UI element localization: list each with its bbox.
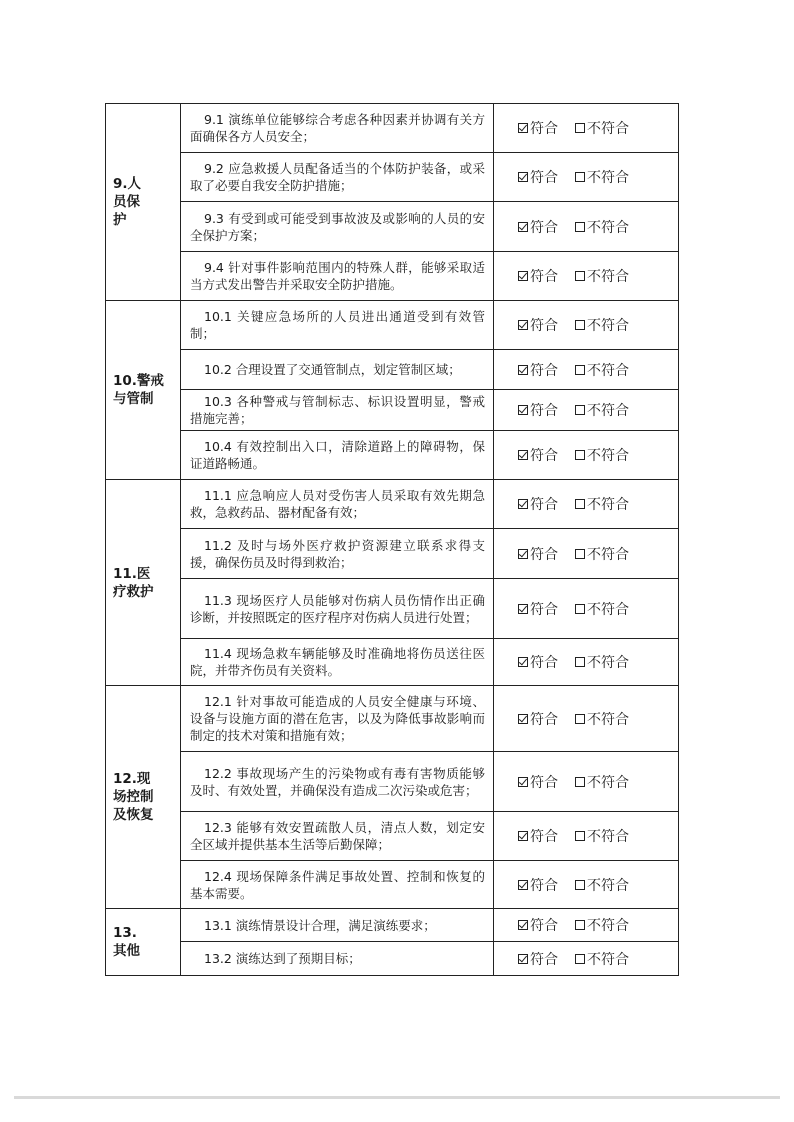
checked-checkbox-icon[interactable] (518, 604, 528, 614)
pass-option[interactable] (518, 826, 558, 846)
category-label: 13.其他 (113, 925, 140, 959)
fail-option[interactable] (575, 360, 629, 380)
empty-checkbox-icon[interactable] (575, 271, 585, 281)
checked-checkbox-icon[interactable] (518, 714, 528, 724)
fail-option[interactable] (575, 494, 629, 514)
empty-checkbox-icon[interactable] (575, 954, 585, 964)
result-cell (494, 752, 679, 812)
result-cell (494, 529, 679, 579)
fail-option[interactable] (575, 544, 629, 564)
fail-option[interactable] (575, 875, 629, 895)
fail-option[interactable] (575, 826, 629, 846)
fail-label: 不符合 (587, 362, 629, 379)
empty-checkbox-icon[interactable] (575, 172, 585, 182)
criterion-cell (181, 909, 494, 942)
criterion-cell (181, 301, 494, 350)
empty-checkbox-icon[interactable] (575, 365, 585, 375)
checklist-row (106, 202, 679, 252)
fail-label: 不符合 (587, 601, 629, 618)
pass-option[interactable] (518, 360, 558, 380)
checked-checkbox-icon[interactable] (518, 657, 528, 667)
fail-label: 不符合 (587, 497, 629, 513)
checklist-row (106, 686, 679, 752)
fail-option[interactable] (575, 915, 629, 935)
empty-checkbox-icon[interactable] (575, 714, 585, 724)
result-cell (494, 861, 679, 909)
criterion-cell (181, 686, 494, 752)
pass-label: 符合 (530, 951, 558, 968)
criterion-text: 10.2 合理设置了交通管制点，划定管制区域； (204, 362, 461, 377)
fail-option[interactable] (575, 217, 629, 237)
result-cell (494, 431, 679, 480)
checklist-row (106, 301, 679, 350)
category-label: 12.现场控制及恢复 (113, 771, 154, 823)
criterion-cell (181, 942, 494, 976)
pass-label: 符合 (530, 269, 558, 285)
fail-option[interactable] (575, 167, 629, 187)
criterion-text: 9.3 有受到或可能受到事故波及或影响的人员的安全保护方案； (190, 210, 485, 243)
pass-option[interactable] (518, 494, 558, 514)
pass-label: 符合 (530, 497, 558, 513)
scan-edge-line (14, 1096, 780, 1099)
criterion-cell (181, 431, 494, 480)
pass-label: 符合 (530, 601, 558, 618)
checklist-row (106, 861, 679, 909)
fail-option[interactable] (575, 652, 629, 672)
result-cell (494, 301, 679, 350)
fail-label: 不符合 (587, 918, 629, 934)
criterion-text: 10.1 关键应急场所的人员进出通道受到有效管制； (190, 309, 485, 341)
pass-option[interactable] (518, 167, 558, 187)
fail-label: 不符合 (587, 546, 629, 563)
criterion-cell (181, 812, 494, 861)
checklist-row (106, 639, 679, 686)
result-cell (494, 390, 679, 431)
criterion-text: 11.4 现场急救车辆能够及时准确地将伤员送往医院，并带齐伤员有关资料。 (190, 646, 485, 678)
checked-checkbox-icon[interactable] (518, 920, 528, 930)
pass-option[interactable] (518, 217, 558, 237)
empty-checkbox-icon[interactable] (575, 222, 585, 232)
pass-option[interactable] (518, 652, 558, 672)
fail-option[interactable] (575, 599, 629, 619)
criterion-text: 13.1 演练情景设计合理，满足演练要求； (204, 917, 436, 933)
fail-label: 不符合 (587, 877, 629, 894)
pass-label: 符合 (530, 170, 558, 186)
pass-option[interactable] (518, 118, 558, 138)
criterion-cell (181, 529, 494, 579)
criterion-text: 12.3 能够有效安置疏散人员，清点人数，划定安全区域并提供基本生活等后勤保障； (190, 820, 485, 852)
empty-checkbox-icon[interactable] (575, 604, 585, 614)
pass-label: 符合 (530, 448, 558, 464)
checked-checkbox-icon[interactable] (518, 549, 528, 559)
fail-option[interactable] (575, 949, 629, 969)
checklist-row (106, 390, 679, 431)
criterion-cell (181, 639, 494, 686)
criterion-text: 11.2 及时与场外医疗救护资源建立联系求得支援，确保伤员及时得到救治； (190, 537, 485, 570)
fail-option[interactable] (575, 118, 629, 138)
result-cell (494, 812, 679, 861)
fail-label: 不符合 (587, 951, 629, 968)
category-label: 11.医疗救护 (113, 565, 154, 600)
criterion-text: 11.3 现场医疗人员能够对伤病人员伤情作出正确诊断，并按照既定的医疗程序对伤病人员进行处置； (190, 592, 485, 625)
fail-label: 不符合 (587, 711, 629, 728)
fail-label: 不符合 (587, 448, 629, 464)
fail-option[interactable] (575, 772, 629, 792)
pass-label: 符合 (530, 403, 558, 419)
pass-option[interactable] (518, 875, 558, 895)
checked-checkbox-icon[interactable] (518, 954, 528, 964)
fail-option[interactable] (575, 400, 629, 420)
fail-label: 不符合 (587, 318, 629, 334)
category-cell (106, 686, 181, 909)
checklist-row (106, 104, 679, 153)
pass-label: 符合 (530, 318, 558, 334)
empty-checkbox-icon[interactable] (575, 450, 585, 460)
pass-label: 符合 (530, 121, 558, 137)
category-cell (106, 480, 181, 686)
checked-checkbox-icon[interactable] (518, 831, 528, 841)
pass-label: 符合 (530, 546, 558, 563)
fail-label: 不符合 (587, 121, 629, 137)
empty-checkbox-icon[interactable] (575, 777, 585, 787)
checked-checkbox-icon[interactable] (518, 880, 528, 890)
pass-option[interactable] (518, 445, 558, 465)
fail-label: 不符合 (587, 269, 629, 285)
empty-checkbox-icon[interactable] (575, 831, 585, 841)
checklist-row (106, 752, 679, 812)
criterion-cell (181, 579, 494, 639)
empty-checkbox-icon[interactable] (575, 320, 585, 330)
pass-label: 符合 (530, 829, 558, 845)
pass-label: 符合 (530, 877, 558, 894)
result-cell (494, 942, 679, 976)
pass-option[interactable] (518, 266, 558, 286)
pass-label: 符合 (530, 655, 558, 671)
fail-label: 不符合 (587, 655, 629, 671)
result-cell (494, 350, 679, 390)
criterion-text: 9.1 演练单位能够综合考虑各种因素并协调有关方面确保各方人员安全； (190, 112, 485, 144)
empty-checkbox-icon[interactable] (575, 405, 585, 415)
result-cell (494, 579, 679, 639)
criterion-cell (181, 480, 494, 529)
criterion-cell (181, 202, 494, 252)
result-cell (494, 909, 679, 942)
checklist-row (106, 480, 679, 529)
criterion-cell (181, 752, 494, 812)
empty-checkbox-icon[interactable] (575, 499, 585, 509)
category-cell (106, 104, 181, 301)
criterion-cell (181, 104, 494, 153)
criterion-text: 10.4 有效控制出入口，清除道路上的障碍物，保证道路畅通。 (190, 439, 485, 471)
fail-option[interactable] (575, 266, 629, 286)
empty-checkbox-icon[interactable] (575, 880, 585, 890)
category-cell (106, 301, 181, 480)
fail-label: 不符合 (587, 774, 629, 791)
checked-checkbox-icon[interactable] (518, 450, 528, 460)
pass-option[interactable] (518, 709, 558, 729)
checked-checkbox-icon[interactable] (518, 777, 528, 787)
evaluation-checklist-table (105, 103, 679, 976)
criterion-text: 12.4 现场保障条件满足事故处置、控制和恢复的基本需要。 (190, 868, 485, 901)
checklist-body (106, 104, 679, 976)
pass-label: 符合 (530, 774, 558, 791)
category-label: 10.警戒与管制 (113, 373, 164, 407)
checked-checkbox-icon[interactable] (518, 271, 528, 281)
pass-option[interactable] (518, 544, 558, 564)
checklist-row (106, 909, 679, 942)
checked-checkbox-icon[interactable] (518, 172, 528, 182)
checklist-row (106, 579, 679, 639)
checklist-row (106, 431, 679, 480)
result-cell (494, 104, 679, 153)
criterion-text: 10.3 各种警戒与管制标志、标识设置明显，警戒措施完善； (190, 394, 485, 426)
criterion-text: 12.2 事故现场产生的污染物或有毒有害物质能够及时、有效处置，并确保没有造成二次污染或危害； (190, 765, 485, 798)
result-cell (494, 639, 679, 686)
fail-label: 不符合 (587, 170, 629, 186)
pass-option[interactable] (518, 772, 558, 792)
pass-option[interactable] (518, 315, 558, 335)
pass-option[interactable] (518, 599, 558, 619)
pass-option[interactable] (518, 400, 558, 420)
criterion-text: 13.2 演练达到了预期目标； (204, 951, 361, 966)
category-cell (106, 909, 181, 976)
result-cell (494, 202, 679, 252)
result-cell (494, 686, 679, 752)
empty-checkbox-icon[interactable] (575, 920, 585, 930)
result-cell (494, 252, 679, 301)
checklist-row (106, 350, 679, 390)
criterion-text: 12.1 针对事故可能造成的人员安全健康与环境、设备与设施方面的潜在危害，以及为降低事故影响而制定的技术对策和措施有效； (190, 694, 485, 743)
checklist-row (106, 153, 679, 202)
checklist-row (106, 812, 679, 861)
checked-checkbox-icon[interactable] (518, 499, 528, 509)
pass-option[interactable] (518, 949, 558, 969)
checked-checkbox-icon[interactable] (518, 222, 528, 232)
empty-checkbox-icon[interactable] (575, 549, 585, 559)
criterion-cell (181, 390, 494, 431)
fail-label: 不符合 (587, 829, 629, 845)
pass-label: 符合 (530, 711, 558, 728)
checked-checkbox-icon[interactable] (518, 365, 528, 375)
fail-option[interactable] (575, 315, 629, 335)
pass-label: 符合 (530, 219, 558, 236)
fail-label: 不符合 (587, 403, 629, 419)
pass-label: 符合 (530, 918, 558, 934)
empty-checkbox-icon[interactable] (575, 657, 585, 667)
pass-option[interactable] (518, 915, 558, 935)
checklist-row (106, 252, 679, 301)
criterion-cell (181, 350, 494, 390)
criterion-text: 9.2 应急救援人员配备适当的个体防护装备，或采取了必要自我安全防护措施； (190, 161, 485, 193)
checklist-row (106, 529, 679, 579)
fail-option[interactable] (575, 709, 629, 729)
empty-checkbox-icon[interactable] (575, 123, 585, 133)
criterion-cell (181, 861, 494, 909)
checked-checkbox-icon[interactable] (518, 123, 528, 133)
checked-checkbox-icon[interactable] (518, 320, 528, 330)
fail-option[interactable] (575, 445, 629, 465)
criterion-cell (181, 153, 494, 202)
criterion-cell (181, 252, 494, 301)
checklist-row (106, 942, 679, 976)
category-label: 9.人员保护 (113, 176, 142, 228)
result-cell (494, 153, 679, 202)
criterion-text: 9.4 针对事件影响范围内的特殊人群，能够采取适当方式发出警告并采取安全防护措施。 (190, 260, 485, 292)
criterion-text: 11.1 应急响应人员对受伤害人员采取有效先期急救，急救药品、器材配备有效； (190, 488, 485, 520)
result-cell (494, 480, 679, 529)
pass-label: 符合 (530, 362, 558, 379)
checked-checkbox-icon[interactable] (518, 405, 528, 415)
fail-label: 不符合 (587, 219, 629, 236)
